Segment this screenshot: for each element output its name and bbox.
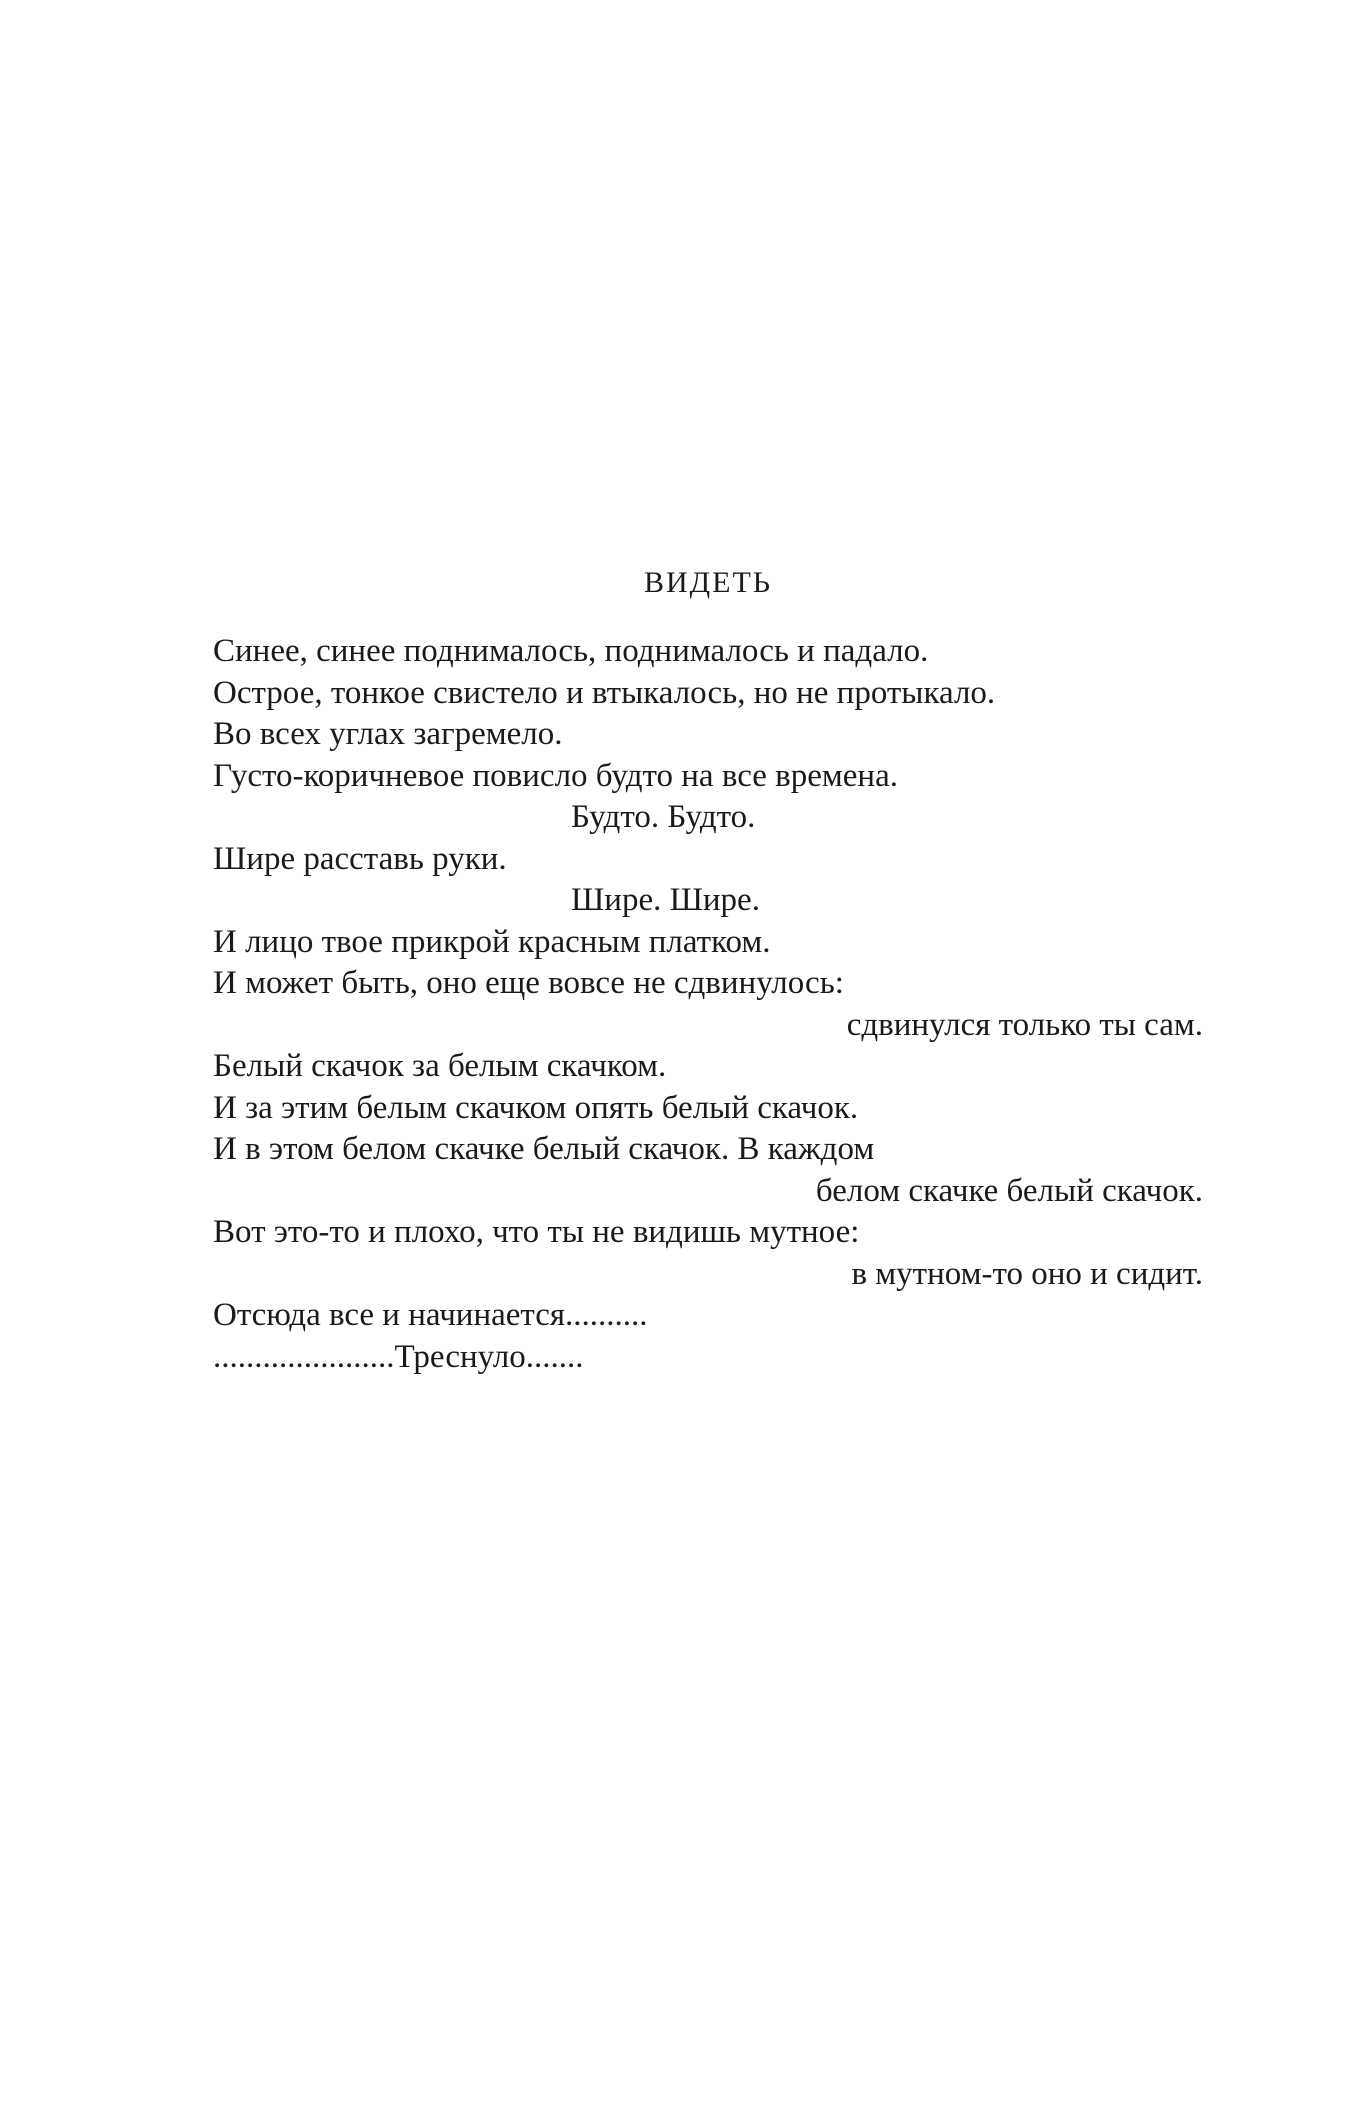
poem-line: Белый скачок за белым скачком. — [213, 1048, 667, 1084]
poem-line: Шире расставь руки. — [213, 840, 507, 877]
poem-line: Будто. Будто. — [571, 799, 756, 835]
poem-line: Шире. Шире. — [571, 882, 760, 918]
poem-title: ВИДЕТЬ — [643, 566, 772, 599]
poem-line: И лицо твое прикрой красным платком. — [213, 923, 771, 960]
poem-body — [213, 631, 1203, 1378]
poem-line: Синее, синее поднималось, поднималось и падало. — [213, 633, 929, 669]
poem-line: белом скачке белый скачок. — [815, 1172, 1203, 1209]
poem-line: Отсюда все и начинается.......... — [213, 1297, 648, 1333]
poem-line: И может быть, оно еще вовсе не сдвинулось: — [213, 965, 844, 1001]
poem-line: И в этом белом скачке белый скачок. В каждом — [213, 1131, 875, 1167]
poem-line: Острое, тонкое свистело и втыкалось, но не протыкало. — [213, 674, 996, 711]
poem-line: И за этим белым скачком опять белый скачок. — [213, 1089, 859, 1126]
poem-line: сдвинулся только ты сам. — [846, 1006, 1203, 1043]
poem-line: Густо-коричневое повисло будто на все времена. — [213, 757, 898, 794]
poem-line: в мутном-то оно и сидит. — [851, 1255, 1203, 1292]
poem — [213, 565, 1203, 1378]
poem-line: Вот это-то и плохо, что ты не видишь мутное: — [213, 1214, 860, 1250]
poem-line: Во всех углах загремело. — [213, 716, 563, 752]
poem-line: ......................Треснуло....... — [213, 1338, 584, 1375]
